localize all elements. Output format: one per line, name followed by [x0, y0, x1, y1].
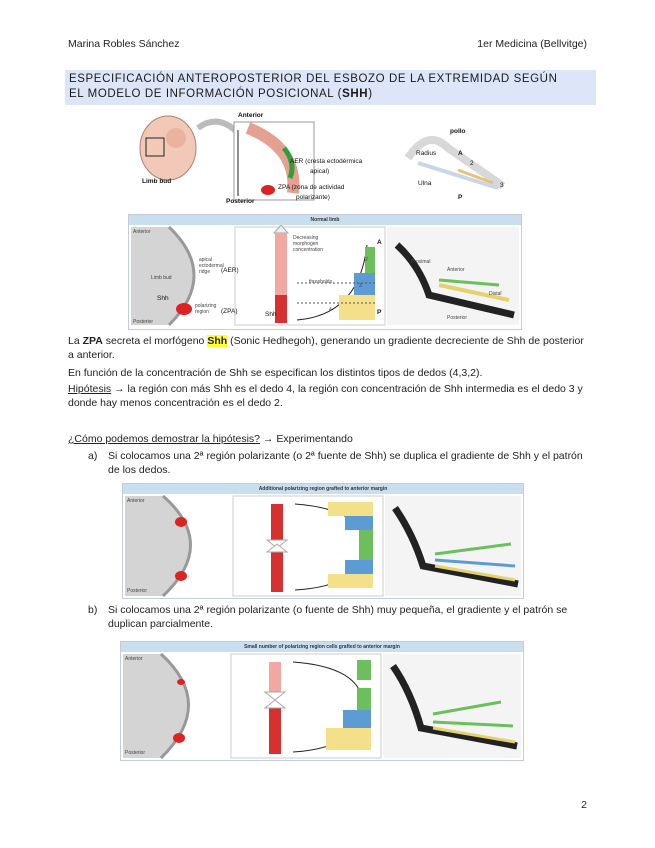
limb-bud-label: Limb bud	[142, 178, 172, 185]
distal-label: Distal	[489, 291, 502, 297]
zpa-bold: ZPA	[82, 335, 103, 347]
p-label: P	[377, 309, 382, 316]
pollo-label: pollo	[450, 128, 466, 135]
posterior-label: Posterior	[125, 750, 146, 756]
list-item-a	[88, 449, 588, 477]
digit-2-label: 2	[365, 257, 368, 263]
figure-3-title: Additional polarizing region grafted to anterior margin	[123, 484, 523, 494]
radius-label: Radius	[416, 150, 437, 157]
normal-limb-title: Normal limb	[129, 215, 521, 225]
anterior-label: Anterior	[125, 656, 143, 662]
text: secreta el morfógeno	[102, 335, 208, 347]
list-text: Si colocamos una 2ª región polarizante (o fuente de Shh) muy pequeña, el gradiente y el patrón se duplican parcialmente.	[108, 604, 568, 630]
title-text: EL MODELO DE INFORMACIÓN POSICIONAL (	[69, 88, 343, 100]
anterior-label-2: Anterior	[447, 267, 465, 273]
zpa-label: ZPA (zona de actividad	[278, 184, 345, 191]
paragraph-zpa	[68, 334, 588, 362]
concentration-label: Decreasing morphogen concentration	[293, 235, 324, 253]
posterior-label: Posterior	[226, 198, 255, 205]
thresholds-label: thresholds	[309, 279, 333, 285]
author-name: Marina Robles Sánchez	[68, 38, 180, 50]
section-title	[65, 70, 596, 105]
course-name: 1er Medicina (Bellvitge)	[477, 38, 587, 50]
title-line-1: ESPECIFICACIÓN ANTEROPOSTERIOR DEL ESBOZO DE LA EXTREMIDAD SEGÚN	[69, 73, 558, 85]
text: La	[68, 335, 83, 347]
proximal-label: Proximal	[411, 259, 431, 265]
zpa-label: (ZPA)	[221, 308, 238, 315]
ulna-label: Ulna	[418, 180, 432, 187]
digit-3-label: 3	[500, 182, 504, 189]
text: → la región con más Shh es el dedo 4, la región con concentración de Shh intermedia es el dedo 3 y donde hay menos concentración es el dedo 2.	[68, 383, 583, 409]
list-text: Si colocamos una 2ª región polarizante (o 2ª fuente de Shh) se duplica el gradiente de Shh y el patrón de los dedos.	[108, 450, 583, 476]
figure-normal-limb	[128, 214, 522, 330]
anterior-label: Anterior	[238, 112, 264, 119]
list-marker: b)	[88, 604, 98, 616]
anterior-label: Anterior	[133, 229, 151, 235]
additional-region-diagram	[123, 494, 523, 598]
posterior-label: Posterior	[127, 588, 148, 594]
zpa-label-2: polarizante)	[296, 194, 330, 201]
title-line-2	[69, 87, 592, 102]
question-line	[68, 432, 588, 446]
digit-3-label: 3	[359, 283, 362, 289]
paragraph-digits: En función de la concentración de Shh se especifican los distintos tipos de dedos (4,3,2).	[68, 367, 483, 379]
paragraph-hypothesis	[68, 382, 588, 410]
list-marker: a)	[88, 450, 98, 462]
polarizing-label: polarizing region	[195, 303, 217, 315]
aer-label: AER (cresta ectodérmica	[290, 158, 363, 165]
anterior-label: Anterior	[127, 498, 145, 504]
question-text: ¿Cómo podemos demostrar la hipótesis?	[68, 433, 261, 445]
apical-ridge-label: apical ectodermal ridge	[199, 257, 224, 275]
p-label: P	[458, 194, 463, 201]
digit-4-label: 4	[329, 307, 332, 313]
digit-2-label: 2	[470, 160, 474, 167]
list-item-b	[88, 603, 588, 631]
a-label: A	[458, 150, 463, 157]
aer-label-2: apical)	[310, 168, 330, 175]
text: (Sonic Hedhegoh), generando un gradiente decreciente de Shh de posterior a anterior.	[68, 335, 584, 361]
figure-4-title: Small number of polarizing region cells grafted to anterior margin	[121, 642, 523, 652]
text: → Experimentando	[260, 433, 353, 445]
small-region-diagram	[121, 652, 523, 760]
shh-highlight: Shh	[207, 335, 228, 347]
title-text-end: )	[368, 88, 373, 100]
page-number: 2	[581, 799, 587, 811]
posterior-label-2: Posterior	[447, 315, 468, 321]
shh-gradient-label: Shh	[265, 311, 277, 318]
figure-additional-polarizing-region	[122, 483, 524, 599]
posterior-label: Posterior	[133, 319, 154, 325]
page-header	[68, 38, 587, 50]
shh-label: Shh	[157, 295, 169, 302]
aer-label: (AER)	[221, 267, 239, 274]
figure-small-polarizing-region	[120, 641, 524, 761]
a-label: A	[377, 239, 382, 246]
hypothesis-label: Hipótesis	[68, 383, 112, 395]
limb-bud-label: Limb bud	[151, 275, 172, 281]
title-bold: SHH	[342, 88, 369, 100]
figure-embryo-limb-bud	[128, 108, 528, 208]
